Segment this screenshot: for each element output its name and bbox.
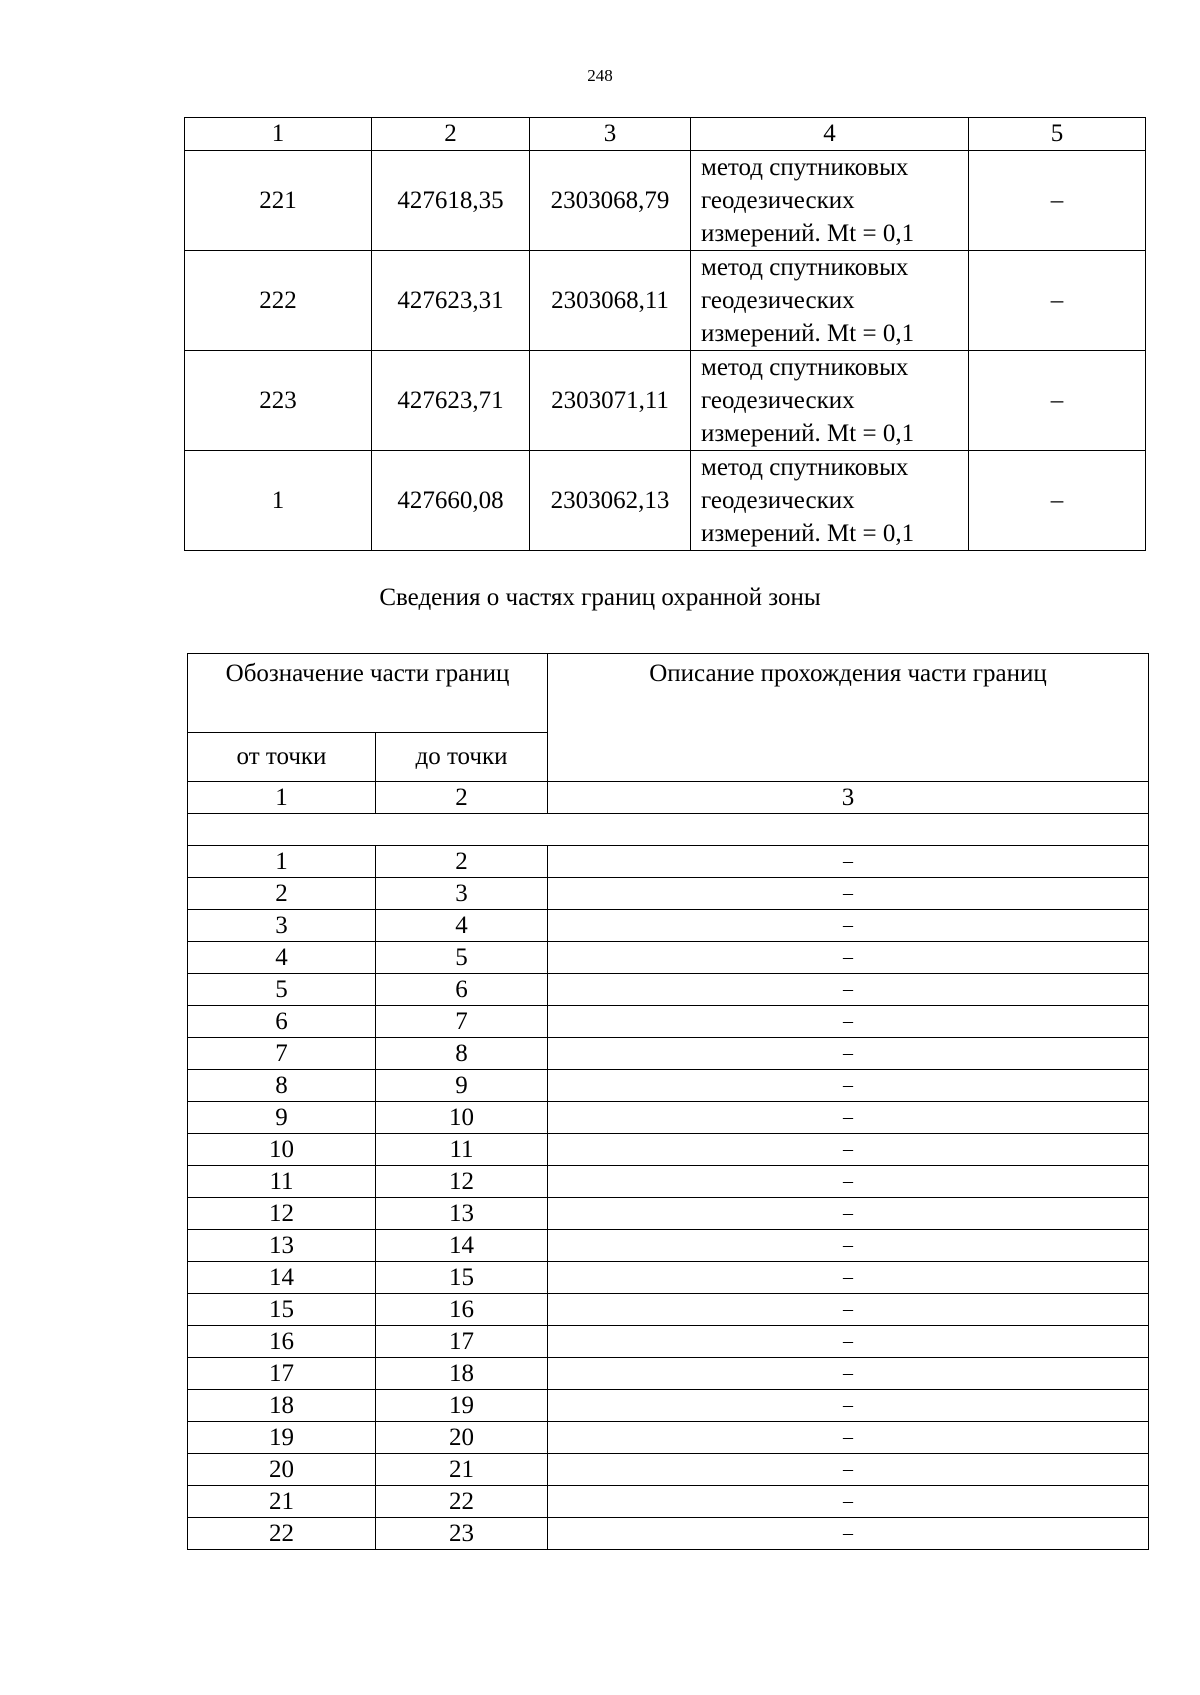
table-row: [185, 451, 1146, 551]
to-point: 6: [376, 974, 548, 1006]
from-point: 5: [188, 974, 376, 1006]
x-coordinate: 427660,08: [372, 451, 530, 551]
x-coordinate: 427623,71: [372, 351, 530, 451]
from-point: 4: [188, 942, 376, 974]
table-row: [188, 942, 1149, 974]
table-row: [188, 1358, 1149, 1390]
point-number: 1: [185, 451, 372, 551]
table-row: [185, 351, 1146, 451]
column-number: 2: [376, 782, 548, 814]
description: –: [548, 1006, 1149, 1038]
measurement-method: [691, 451, 969, 551]
from-point: 21: [188, 1486, 376, 1518]
to-point: 2: [376, 846, 548, 878]
y-coordinate: 2303068,79: [530, 151, 691, 251]
to-point: 13: [376, 1198, 548, 1230]
description: –: [548, 1070, 1149, 1102]
from-point: 19: [188, 1422, 376, 1454]
to-point: 3: [376, 878, 548, 910]
from-point: 11: [188, 1166, 376, 1198]
table-row: [188, 1038, 1149, 1070]
from-point: 15: [188, 1294, 376, 1326]
method-line: метод спутниковых: [701, 154, 909, 181]
column-number: 1: [185, 118, 372, 151]
table-row: [188, 910, 1149, 942]
table-row: [188, 974, 1149, 1006]
header-to-point: до точки: [376, 733, 548, 782]
parts-header-row: [188, 654, 1149, 733]
column-number: 2: [372, 118, 530, 151]
table-row: [188, 1390, 1149, 1422]
to-point: 9: [376, 1070, 548, 1102]
table-row: [188, 1166, 1149, 1198]
column-number: 5: [969, 118, 1146, 151]
measurement-method: [691, 151, 969, 251]
parts-empty-row: [188, 814, 1149, 846]
table-row: [188, 1486, 1149, 1518]
description: –: [548, 974, 1149, 1006]
table-row: [188, 878, 1149, 910]
column-5-value: –: [969, 251, 1146, 351]
method-line: измерений. Mt = 0,1: [701, 320, 915, 347]
from-point: 1: [188, 846, 376, 878]
column-5-value: –: [969, 351, 1146, 451]
table-row: [188, 1230, 1149, 1262]
table-row: [188, 1518, 1149, 1550]
to-point: 18: [376, 1358, 548, 1390]
measurement-method: [691, 351, 969, 451]
description: –: [548, 1486, 1149, 1518]
to-point: 17: [376, 1326, 548, 1358]
description: –: [548, 846, 1149, 878]
x-coordinate: 427623,31: [372, 251, 530, 351]
column-number: 3: [548, 782, 1149, 814]
description: –: [548, 942, 1149, 974]
table-row: [188, 1422, 1149, 1454]
page-number: 248: [587, 66, 613, 85]
table-row: [188, 1326, 1149, 1358]
point-number: 221: [185, 151, 372, 251]
method-line: метод спутниковых: [701, 254, 909, 281]
header-from-point: от точки: [188, 733, 376, 782]
description: –: [548, 1422, 1149, 1454]
to-point: 23: [376, 1518, 548, 1550]
table-row: [188, 1262, 1149, 1294]
description: –: [548, 1102, 1149, 1134]
from-point: 18: [188, 1390, 376, 1422]
from-point: 14: [188, 1262, 376, 1294]
to-point: 4: [376, 910, 548, 942]
method-line: геодезических: [701, 387, 855, 414]
to-point: 15: [376, 1262, 548, 1294]
description: –: [548, 878, 1149, 910]
description: –: [548, 1518, 1149, 1550]
description: –: [548, 1358, 1149, 1390]
description: –: [548, 1230, 1149, 1262]
table-row: [188, 1294, 1149, 1326]
to-point: 14: [376, 1230, 548, 1262]
from-point: 6: [188, 1006, 376, 1038]
table-row: [188, 1134, 1149, 1166]
to-point: 8: [376, 1038, 548, 1070]
from-point: 3: [188, 910, 376, 942]
description: –: [548, 1326, 1149, 1358]
to-point: 21: [376, 1454, 548, 1486]
description: –: [548, 1294, 1149, 1326]
to-point: 11: [376, 1134, 548, 1166]
method-line: измерений. Mt = 0,1: [701, 520, 915, 547]
method-line: метод спутниковых: [701, 454, 909, 481]
parts-column-number-row: [188, 782, 1149, 814]
description: –: [548, 1166, 1149, 1198]
from-point: 12: [188, 1198, 376, 1230]
column-5-value: –: [969, 151, 1146, 251]
point-number: 223: [185, 351, 372, 451]
measurement-method: [691, 251, 969, 351]
table-row: [185, 251, 1146, 351]
column-5-value: –: [969, 451, 1146, 551]
to-point: 20: [376, 1422, 548, 1454]
point-number: 222: [185, 251, 372, 351]
column-number: 3: [530, 118, 691, 151]
to-point: 12: [376, 1166, 548, 1198]
y-coordinate: 2303062,13: [530, 451, 691, 551]
section-title: Сведения о частях границ охранной зоны: [379, 584, 821, 611]
table-row: [185, 151, 1146, 251]
description: –: [548, 1134, 1149, 1166]
description: –: [548, 1198, 1149, 1230]
from-point: 10: [188, 1134, 376, 1166]
boundary-parts-table: [187, 653, 1149, 1550]
from-point: 7: [188, 1038, 376, 1070]
description: –: [548, 1390, 1149, 1422]
table-row: [188, 1070, 1149, 1102]
from-point: 22: [188, 1518, 376, 1550]
y-coordinate: 2303068,11: [530, 251, 691, 351]
to-point: 10: [376, 1102, 548, 1134]
description: –: [548, 1262, 1149, 1294]
from-point: 8: [188, 1070, 376, 1102]
coords-header-row: [185, 118, 1146, 151]
method-line: геодезических: [701, 187, 855, 214]
y-coordinate: 2303071,11: [530, 351, 691, 451]
method-line: измерений. Mt = 0,1: [701, 220, 915, 247]
table-row: [188, 1454, 1149, 1486]
empty-cell: [188, 814, 1149, 846]
description: –: [548, 910, 1149, 942]
from-point: 2: [188, 878, 376, 910]
table-row: [188, 1198, 1149, 1230]
to-point: 16: [376, 1294, 548, 1326]
from-point: 16: [188, 1326, 376, 1358]
method-line: геодезических: [701, 287, 855, 314]
table-row: [188, 846, 1149, 878]
coordinates-table: [184, 117, 1146, 551]
to-point: 5: [376, 942, 548, 974]
from-point: 20: [188, 1454, 376, 1486]
table-row: [188, 1006, 1149, 1038]
header-designation: Обозначение части границ: [188, 654, 548, 733]
to-point: 7: [376, 1006, 548, 1038]
column-number: 1: [188, 782, 376, 814]
to-point: 19: [376, 1390, 548, 1422]
from-point: 17: [188, 1358, 376, 1390]
from-point: 9: [188, 1102, 376, 1134]
description: –: [548, 1454, 1149, 1486]
x-coordinate: 427618,35: [372, 151, 530, 251]
description: –: [548, 1038, 1149, 1070]
to-point: 22: [376, 1486, 548, 1518]
method-line: измерений. Mt = 0,1: [701, 420, 915, 447]
method-line: геодезических: [701, 487, 855, 514]
column-number: 4: [691, 118, 969, 151]
table-row: [188, 1102, 1149, 1134]
method-line: метод спутниковых: [701, 354, 909, 381]
header-description: Описание прохождения части границ: [548, 654, 1149, 782]
from-point: 13: [188, 1230, 376, 1262]
